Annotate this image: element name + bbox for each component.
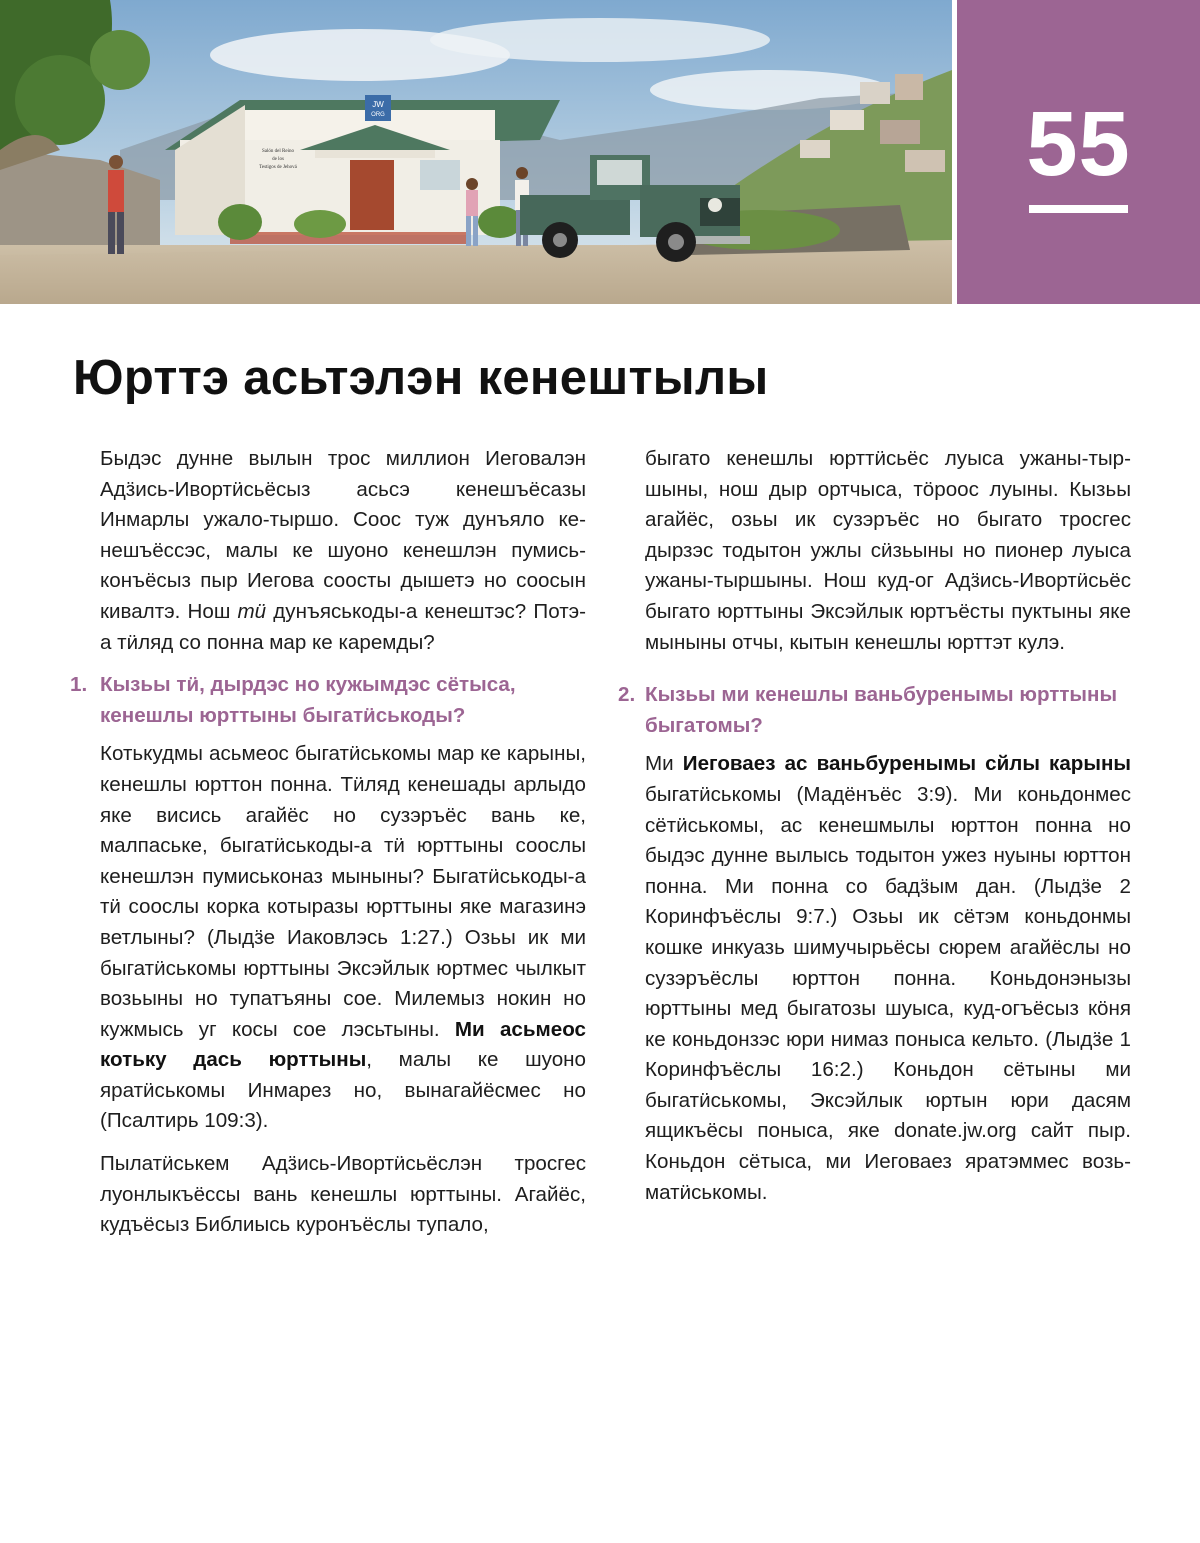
section-2-paragraph-1	[645, 749, 1131, 1208]
intro-paragraph	[100, 444, 586, 658]
question-2-number: 2.	[618, 683, 636, 707]
intro-text-b: дунъяськоды-а кенештэс? Потэ-а тӥляд со понна мар ке каремды?	[100, 599, 586, 654]
right-column	[618, 444, 1131, 1220]
sign-logo-line1: JW	[372, 100, 384, 109]
section-1-paragraph-2: Пылатӥськем Адӟись-Ивортӥсьёслэн тросгес луонлыкъёссы вань кенешлы юрттыны. Агайёс, кудъёсыз Библиысь куронъёслы тупало,	[100, 1152, 586, 1237]
sign-line-1: Salón del Reino	[262, 149, 294, 154]
section-1-paragraph-2-continued: быгато кенешлы юрттӥсьёс луыса ужаны-тыршыны, нош дыр ортчыса, тӧроос луыны. Кызьы агайёс, озьы ик сузэръёс но быгато тросгес дырзэс тодытон ужлы сӥзьыны но пионер луыса ужаны-тыршыны. Нош куд-ог Адӟись-Ивортӥсьёс быгато юрттыны Эксэйлык юртъёсты пуктыны яке мыныны отчы, кытын кенешлы юрттэт кулэ.	[645, 447, 1131, 654]
question-2-text: Кызьы ми кенешлы ваньбуренымы юрттыны быгатомы?	[645, 683, 1118, 737]
section-1-paragraph-1	[100, 739, 586, 1137]
intro-emphasis: тӥ	[237, 599, 267, 623]
question-1	[70, 670, 586, 731]
kingdom-hall-scene	[0, 0, 952, 304]
s1p1-bold: Ми асьмеос котьку дась юрттыны	[100, 1017, 586, 1072]
sign-line-2: de los	[272, 157, 284, 162]
question-2	[618, 680, 1131, 741]
s1p1-text-b: , малы ке шуоно яратӥськомы Инмарез но, вынагайёсмес но (Псалтирь 109:3).	[100, 1048, 586, 1133]
intro-text-a: Быдэс дунне вылын трос миллион Иеговалэн Адӟись-Ивортӥсьёсыз асьсэ кенешъёсазы Инмарлы ужало-тыршо. Соос туж дунъяло кенешъёссэс, малы ке шуоно кенешлэн пумиськонъёсыз пыр Иегова соосты дышетэ но соосын кивалтэ. Нош	[100, 447, 586, 623]
question-1-text: Кызьы тӥ, дырдэс но кужымдэс сётыса, кенешлы юрттыны быгатӥськоды?	[100, 673, 516, 727]
s2p1-bold: Иеговаез ас ваньбуренымы сйлы карыны	[682, 752, 1131, 776]
left-column	[70, 444, 586, 1253]
question-1-number: 1.	[70, 673, 88, 697]
hero-illustration	[0, 0, 952, 304]
s2p1-text-a: Ми	[645, 752, 683, 776]
sign-logo-line2: ORG	[371, 112, 385, 118]
lesson-number-box	[957, 0, 1200, 304]
sign-line-3: Testigos de Jehová	[259, 165, 297, 170]
s1p1-text-a: Котькудмы асьмеос быгатӥськомы мар ке карыны, кенешлы юрттон понна. Тӥляд кенешады арлыдо яке висись агайёс но сузэръёс вань ке, малпаське, быгатӥськоды-а тӥ юрттыны соослы кенешлэн пумиськоназ мыныны? Быгатӥськоды-а тӥ соослы корка котыразы юрттыны яке магазинэ ветлыны? (Лыдӟе Иаковлэсь 1:27.) Озьы ик ми быгатӥськомы юрттыны Эксэйлык юртмес чылкыт возьыны но тупатъяны сое. Милемыз нокин но кужмысь уг косы сое лэсьтыны.	[100, 742, 586, 1041]
page-title: Юрттэ асьтэлэн кенештылы	[73, 351, 769, 405]
s2p1-text-b: быгатӥськомы (Мадёнъёс 3:9). Ми коньдонмес сётӥськомы, ас кенешмылы юрттон понна но быдэс дунне вылысь тодытон ужез нуыны юрттон понна. Ми понна со бадӟым дан. (Лыдӟе 2 Коринфъёслы 9:7.) Озьы ик сётэм коньдонмы кошке инкуазь шимучырьёсы сюрем агайёслы но сузэръёслы юрттон понна. Коньдонэнызы юрттыны мед быгатозы шуыса, куд-огъёсыз кӧня ке коньдонзэс юри нимаз поныса кельто. (Лыдӟе 1 Коринфъёслы 16:2.) Коньдон сётыны ми быгатӥськомы, Эксэйлык юртын юри дасям ящикъёсы поныса, яке donate.jw.org сайт пыр. Коньдон сётыса, ми Иеговаез яратэммес возьматӥськомы.	[645, 782, 1131, 1204]
lesson-number-underline	[1029, 205, 1128, 213]
lesson-number: 55	[1026, 93, 1131, 195]
